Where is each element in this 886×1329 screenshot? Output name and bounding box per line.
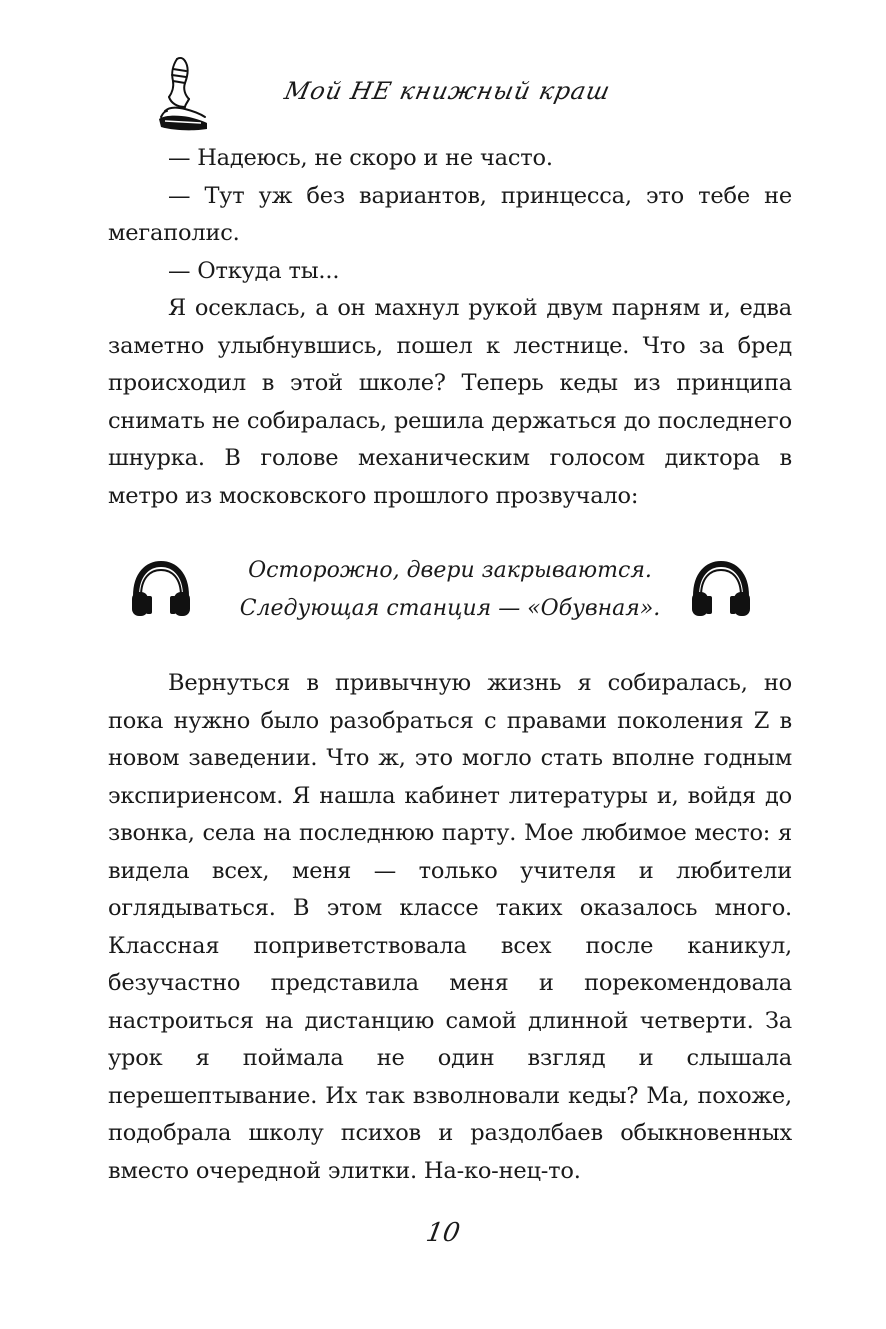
dialogue-line: — Надеюсь, не скоро и не часто. <box>168 145 553 171</box>
running-title: Мой НЕ книжный краш <box>282 77 614 105</box>
sneaker-icon <box>155 55 210 133</box>
headphones-icon <box>128 560 194 620</box>
text-block-top <box>108 140 792 515</box>
text-block-bottom <box>108 665 792 1190</box>
quote-line: Следующая станция — «Обувная». <box>239 596 661 621</box>
headphones-icon <box>688 560 754 620</box>
narrative-paragraph: Вернуться в привычную жизнь я собиралась, но пока нужно было разобраться с правами поколения Z в новом заведении. Что ж, это могло стать вполне годным экспириенсом. Я нашла кабинет литературы и, войдя до звонка, села на последнюю парту. Мое любимое место: я видела всех, меня — только учителя и любители оглядываться. В этом классе таких оказалось много. Классная поприветствовала всех после каникул, безучастно представила меня и порекомендовала настроиться на дистанцию самой длинной четверти. За урок я поймала не один взгляд и слышала перешептывание. Их так взволновали кеды? Ма, похоже, подобрала школу психов и раздолбаев обыкновенных вместо очередной элитки. На-ко-нец-то. <box>108 670 792 1184</box>
quote-line: Осторожно, двери закрываются. <box>248 558 652 583</box>
dialogue-line: — Откуда ты... <box>168 257 340 284</box>
page-number: 10 <box>423 1218 463 1248</box>
page-header <box>150 55 770 135</box>
dialogue-line: — Тут уж без вариантов, принцесса, это тебе не мегаполис. <box>108 182 792 246</box>
epigraph-quote <box>200 552 700 628</box>
narrative-paragraph: Я осеклась, а он махнул рукой двум парням и, едва заметно улыбнувшись, пошел к лестнице. Что за бред происходил в этой школе? Теперь кеды из принципа снимать не собиралась, решила держаться до последнего шнурка. В голове механическим голосом диктора в метро из московского прошлого прозвучало: <box>108 295 792 509</box>
